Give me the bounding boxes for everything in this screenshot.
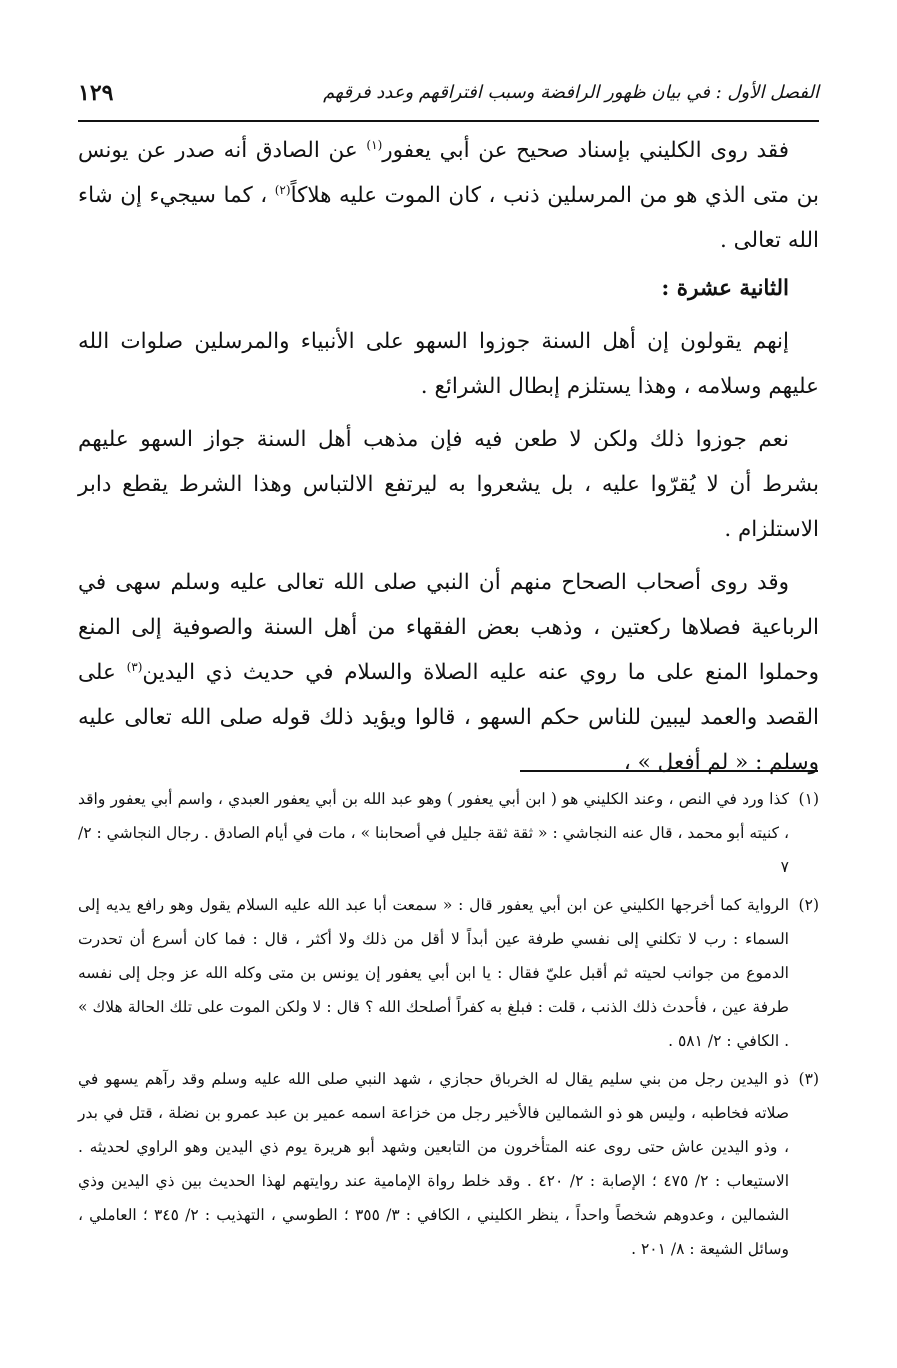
footnote-text: ذو اليدين رجل من بني سليم يقال له الخرباق حجازي ، شهد النبي صلى الله عليه وسلم وقد رآهم يسهو في صلاته فخاطبه ، وليس هو ذو الشمالين فالأخير رجل من خزاعة اسمه عمير بن عبد عمرو بن نضلة ، قتل في بدر ، وذو اليدين عاش حتى روى عنه المتأخرون من التابعين وشهد أبو هريرة يوم ذي اليدين وهو الراوي لحديثه . الاستيعاب : ٢/ ٤٧٥ ؛ الإصابة : ٢/ ٤٢٠ . وقد خلط رواة الإمامية عند روايتهم لهذا الحديث بين ذي اليدين وذي الشمالين ، وعدوهم شخصاً واحداً ، ينظر الكليني ، الكافي : ٣/ ٣٥٥ ؛ الطوسي ، التهذيب : ٢/ ٣٤٥ ؛ العاملي ، وسائل الشيعة : ٨/ ٢٠١ . — [78, 1070, 790, 1258]
footnote-ref-3: (٣) — [126, 659, 143, 674]
paragraph-4-start: وقد روى أصحاب الصحاح منهم أن النبي صلى الله تعالى عليه وسلم سهى في الرباعية فصلاها ركعتين ، وذهب بعض الفقهاء من أهل السنة والصوفية إلى المنع وحملوا المنع على ما روي عنه عليه الصلاة والسلام في حديث ذي اليدين — [78, 570, 820, 685]
page-number: ١٢٩ — [78, 80, 114, 106]
footnote-text: كذا ورد في النص ، وعند الكليني هو ( ابن أبي يعفور ) وهو عبد الله بن أبي يعفور العبدي ، واسم أبي يعفور واقد ، كنيته أبو محمد ، قال عنه النجاشي : « ثقة ثقة جليل في أصحابنا » ، مات في أيام الصادق . رجال النجاشي : ٢/ ٧ — [78, 790, 789, 876]
footnote-ref-2: (٢) — [274, 182, 291, 197]
paragraph-1-end: ، كما سيجيء إن شاء الله تعالى . — [78, 183, 819, 253]
footnote-1 — [78, 782, 819, 884]
page-header — [78, 62, 819, 122]
footnote-ref-1: (١) — [366, 137, 383, 152]
footnotes — [78, 782, 819, 1270]
footnote-3 — [78, 1062, 819, 1266]
footnote-separator — [520, 770, 818, 772]
paragraph-1-middle: عن الصادق أنه صدر عن يونس بن متى الذي هو من المرسلين ذنب ، كان الموت عليه هلاكاً — [78, 138, 819, 208]
footnote-number: (٣) — [798, 1070, 819, 1088]
main-text — [78, 128, 819, 785]
section-heading: الثانية عشرة : — [661, 276, 789, 301]
paragraph-4-end: على القصد والعمد ليبين للناس حكم السهو ، قالوا ويؤيد ذلك قوله صلى الله تعالى عليه وسلم : « لم أفعل » ، — [78, 660, 819, 775]
footnote-number: (١) — [798, 790, 819, 808]
paragraph-1-start: فقد روى الكليني بإسناد صحيح عن أبي يعفور — [382, 138, 789, 163]
paragraph-1 — [78, 128, 819, 263]
paragraph-3: نعم جوزوا ذلك ولكن لا طعن فيه فإن مذهب أهل السنة جواز السهو عليهم بشرط أن لا يُقرّوا عليه ، بل يشعروا به ليرتفع الالتباس وهذا الشرط يقطع دابر الاستلزام . — [78, 427, 819, 542]
footnote-2 — [78, 888, 819, 1058]
footnote-text: الرواية كما أخرجها الكليني عن ابن أبي يعفور قال : « سمعت أبا عبد الله عليه السلام يقول وهو رافع يديه إلى السماء : رب لا تكلني إلى نفسي طرفة عين أبداً لا أقل من ذلك ولا أكثر ، قال : فما كان أسرع أن تحدرت الدموع من جوانب لحيته ثم أقبل عليّ فقال : يا ابن أبي يعفور إن يونس بن متى وكله الله عز وجل إلى نفسه طرفة عين ، فأحدث ذلك الذنب ، قلت : فبلغ به كفراً أصلحك الله ؟ قال : لا ولكن الموت على تلك الحالة هلاك » . الكافي : ٢/ ٥٨١ . — [78, 896, 789, 1050]
paragraph-4 — [78, 560, 819, 785]
running-title: الفصل الأول : في بيان ظهور الرافضة وسبب افتراقهم وعدد فرقهم — [323, 82, 819, 103]
footnote-number: (٢) — [798, 896, 819, 914]
paragraph-2: إنهم يقولون إن أهل السنة جوزوا السهو على الأنبياء والمرسلين صلوات الله عليهم وسلامه ، وهذا يستلزم إبطال الشرائع . — [78, 329, 819, 399]
